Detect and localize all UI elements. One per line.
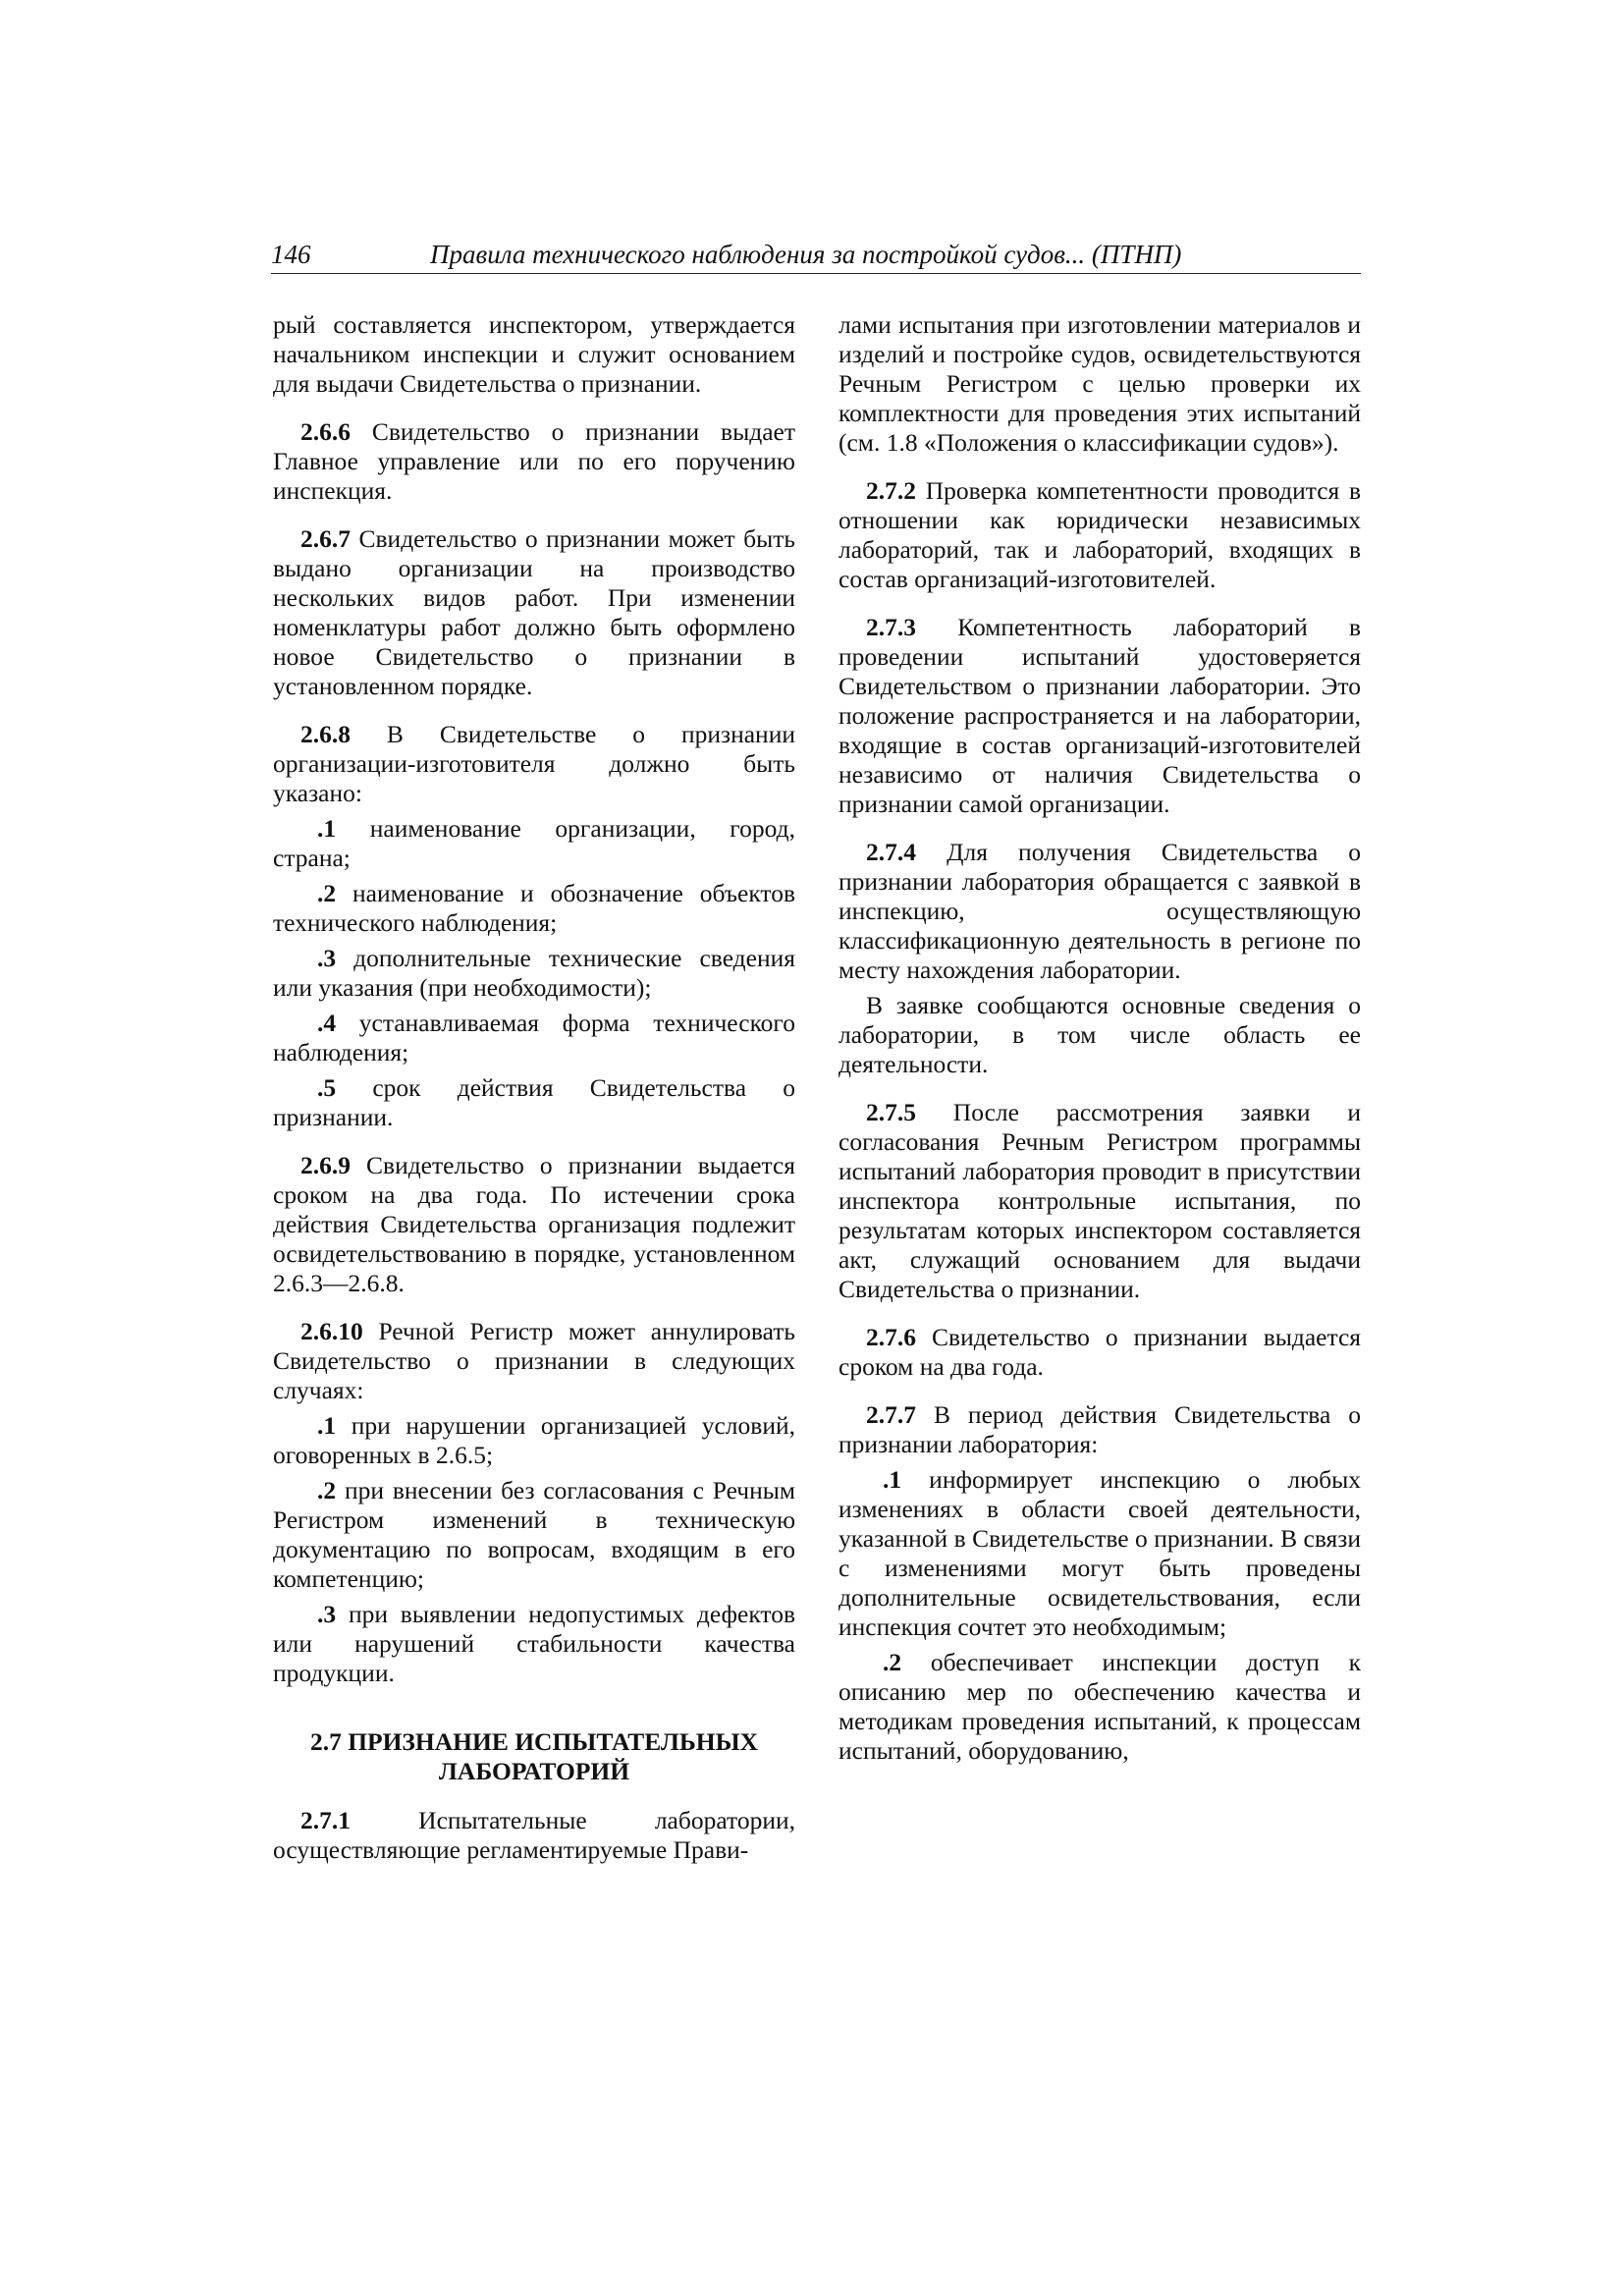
item-number: .3 [317,1600,337,1628]
clause-text: В период действия Свидетельства о признании лаборатория: [839,1400,1361,1458]
list-item [273,1411,795,1470]
item-text: при выявлении недопустимых дефектов или нарушений стабильности качества продукции. [273,1600,795,1687]
item-text: при нарушении организацией условий, оговоренных в 2.6.5; [273,1411,795,1469]
clause-text: Испытательные лаборатории, осуществляющие регламентируемые Прави- [273,1806,795,1864]
left-column [273,310,795,1884]
list-item [839,1648,1361,1766]
paragraph-2-7-4 [839,838,1361,985]
item-text: устанавливаемая форма технического наблюдения; [273,1009,795,1066]
list-item [273,944,795,1003]
clause-text: Свидетельство о признании выдается сроком на два года. [839,1323,1361,1381]
clause-text: В Свидетельстве о признании организации-изготовителя должно быть указано: [273,720,795,807]
item-text: срок действия Свидетельства о признании. [273,1073,795,1131]
clause-text: Речной Регистр может аннулировать Свидетельство о признании в следующих случаях: [273,1317,795,1404]
paragraph-2-6-7 [273,524,795,701]
item-text: дополнительные технические сведения или указания (при необходимости); [273,944,795,1002]
running-title: Правила технического наблюдения за постройкой судов... (ПТНП) [430,240,1182,269]
list-item [839,1465,1361,1642]
clause-number: 2.7.2 [866,476,916,505]
clause-number: 2.6.9 [300,1151,351,1179]
paragraph-2-7-7 [839,1400,1361,1459]
paragraph-2-7-1 [273,1806,795,1865]
paragraph-continued: рый составляется инспектором, утверждается начальником инспекции и служит основанием для выдачи Свидетельства о признании. [273,310,795,398]
clause-text: Свидетельство о признании выдается сроком на два года. По истечении срока действия Свидетельства организация подлежит освидетельствованию в порядке, установленном 2.6.3—2.6.8. [273,1151,795,1297]
clause-number: 2.7.1 [300,1806,351,1834]
clause-number: 2.7.7 [866,1400,916,1429]
paragraph-2-7-6 [839,1323,1361,1382]
list-item [273,1600,795,1688]
item-number: .1 [317,814,337,843]
clause-number: 2.7.3 [866,613,916,641]
paragraph-2-7-5 [839,1098,1361,1304]
list-item [273,1073,795,1132]
clause-number: 2.6.10 [300,1317,363,1345]
clause-text: Для получения Свидетельства о признании лаборатория обращается с заявкой в инспекцию, осуществляющую классификационную деятельность в регионе по месту нахождения лаборатории. [839,838,1361,984]
paragraph-2-7-3 [839,613,1361,819]
paragraph-2-7-4-continued: В заявке сообщаются основные сведения о лаборатории, в том числе область ее деятельности. [839,991,1361,1078]
clause-number: 2.6.8 [300,720,351,748]
item-text: информирует инспекцию о любых изменениях в области своей деятельности, указанной в Свидетельстве о признании. В связи с изменениями могут быть проведены дополнительные освидетельствования, если инспекция сочтет это необходимым; [839,1465,1361,1641]
list-item [273,814,795,873]
list-item [273,1009,795,1067]
clause-number: 2.6.6 [300,417,351,446]
clause-text: Проверка компетентности проводится в отношении как юридически независимых лабораторий, так и лабораторий, входящих в состав организаций-изготовителей. [839,476,1361,593]
paragraph-2-6-10 [273,1317,795,1405]
item-number: .5 [317,1073,337,1102]
list-item [273,879,795,938]
paragraph-continued: лами испытания при изготовлении материалов и изделий и постройке судов, освидетельствуются Речным Регистром с целью проверки их комплектности для проведения этих испытаний (см. 1.8 «Положения о классификации судов»). [839,310,1361,457]
item-number: .1 [317,1411,337,1440]
item-number: .3 [317,944,337,972]
clause-number: 2.7.5 [866,1098,916,1126]
item-number: .2 [317,879,337,907]
item-number: .4 [317,1009,337,1037]
section-heading: 2.7 ПРИЗНАНИЕ ИСПЫТАТЕЛЬНЫХ ЛАБОРАТОРИЙ [309,1727,759,1785]
clause-text: Свидетельство о признании может быть выдано организации на производство нескольких видов работ. При изменении номенклатуры работ должно быть оформлено новое Свидетельство о признании в установленном порядке. [273,524,795,700]
item-text: наименование и обозначение объектов технического наблюдения; [273,879,795,937]
clause-number: 2.7.4 [866,838,916,866]
right-column [839,310,1361,1772]
item-number: .1 [883,1465,902,1494]
paragraph-2-6-6 [273,417,795,506]
item-text: при внесении без согласования с Речным Регистром изменений в техническую документацию по вопросам, входящим в его компетенцию; [273,1476,795,1593]
item-number: .2 [317,1476,337,1504]
item-text: обеспечивает инспекции доступ к описанию мер по обеспечению качества и методикам проведения испытаний, к процессам испытаний, оборудованию, [839,1648,1361,1765]
list-item [273,1476,795,1594]
clause-text: После рассмотрения заявки и согласования Речным Регистром программы испытаний лаборатория проводит в присутствии инспектора контрольные испытания, по результатам которых инспектором составляется акт, служащий основанием для выдачи Свидетельства о признании. [839,1098,1361,1303]
clause-number: 2.6.7 [300,524,351,553]
running-header [271,238,1361,274]
paragraph-2-6-8 [273,720,795,808]
page-number: 146 [271,240,311,269]
item-text: наименование организации, город, страна; [273,814,795,872]
clause-text: Компетентность лабораторий в проведении испытаний удостоверяется Свидетельством о признании лаборатории. Это положение распространяется и на лаборатории, входящие в состав организаций-изготовителей независимо от наличия Свидетельства о признании самой организации. [839,613,1361,818]
item-number: .2 [883,1648,902,1676]
clause-number: 2.7.6 [866,1323,916,1351]
paragraph-2-7-2 [839,476,1361,594]
clause-text: Свидетельство о признании выдает Главное управление или по его поручению инспекция. [273,417,795,505]
paragraph-2-6-9 [273,1151,795,1298]
